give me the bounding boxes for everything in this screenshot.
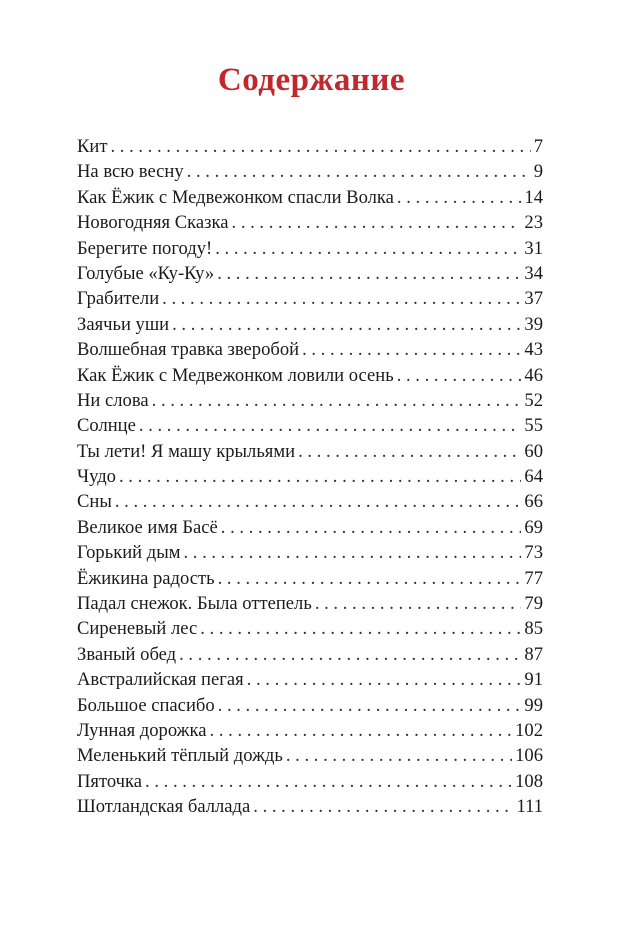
toc-entry-title: Меленький тёплый дождь [77, 745, 283, 767]
toc-entry-page: 106 [515, 745, 543, 767]
toc-entry-page: 73 [524, 542, 543, 564]
dot-leader [119, 464, 521, 489]
toc-entry-page: 66 [524, 491, 543, 513]
toc-entry-title: На всю весну [77, 161, 184, 183]
toc-entry-title: Кит [77, 136, 108, 157]
toc-entry-title: Званый обед [77, 643, 177, 665]
toc-entry [77, 337, 543, 362]
toc-entry-title: Сны [77, 491, 112, 513]
toc-entry [77, 159, 543, 184]
toc-entry [77, 489, 543, 514]
dot-leader [218, 566, 522, 591]
toc-entry [77, 312, 543, 337]
toc-entry [77, 388, 543, 413]
toc-entry [77, 591, 543, 616]
toc-entry-page: 23 [524, 212, 543, 234]
toc-entry-page: 60 [524, 440, 543, 462]
dot-leader [217, 261, 521, 286]
toc-entry [77, 540, 543, 565]
toc-entry [77, 693, 543, 718]
toc-entry-page: 87 [524, 643, 543, 665]
dot-leader [315, 591, 522, 616]
toc-entry [77, 769, 543, 794]
dot-leader [139, 413, 522, 438]
dot-leader [179, 642, 521, 667]
dot-leader [115, 489, 522, 514]
toc-entry-page: 9 [533, 161, 543, 183]
toc-entry [77, 134, 543, 159]
toc-entry-title: Пяточка [77, 770, 143, 792]
toc-entry-page: 34 [524, 262, 543, 284]
toc-entry-page: 85 [524, 618, 543, 640]
toc-entry-page: 37 [524, 288, 543, 310]
toc-entry [77, 642, 543, 667]
dot-leader [110, 134, 530, 159]
toc-entry-page: 55 [524, 415, 543, 437]
toc-entry-title: Берегите погоду! [77, 237, 213, 259]
toc-entry-title: Великое имя Басё [77, 516, 218, 538]
toc-entry-title: Как Ёжик с Медвежонком ловили осень [77, 364, 394, 386]
toc-entry [77, 413, 543, 438]
toc-entry-page: 31 [524, 237, 543, 259]
toc-entry [77, 439, 543, 464]
dot-leader [184, 540, 522, 565]
toc-entry-page: 77 [524, 567, 543, 589]
toc-entry [77, 261, 543, 286]
toc-entry-page: 14 [524, 186, 543, 208]
dot-leader [232, 210, 522, 235]
toc-entry-title: Чудо [77, 466, 116, 488]
dot-leader [218, 693, 522, 718]
toc-entry-title: Австралийская пегая [77, 669, 244, 691]
toc-entry-title: Горький дым [77, 542, 181, 564]
toc-entry [77, 794, 543, 819]
dot-leader [210, 718, 513, 743]
toc-entry-title: Большое спасибо [77, 694, 215, 716]
toc-entry [77, 667, 543, 692]
toc-entry-page: 79 [524, 593, 543, 615]
dot-leader [247, 667, 522, 692]
toc-entry-title: Солнце [77, 415, 136, 437]
toc-entry-page: 64 [524, 466, 543, 488]
toc-entry-title: Лунная дорожка [77, 719, 207, 741]
toc-entry [77, 363, 543, 388]
dot-leader [397, 363, 522, 388]
toc-entry-page: 43 [524, 339, 543, 361]
toc-entry-page: 102 [515, 719, 543, 741]
toc-entry-title: Падал снежок. Была оттепель [77, 593, 312, 615]
toc-entry-title: Заячьи уши [77, 313, 170, 335]
toc-entry [77, 464, 543, 489]
table-of-contents [77, 134, 543, 820]
dot-leader [152, 388, 522, 413]
toc-entry-page: 52 [524, 389, 543, 411]
dot-leader [397, 185, 521, 210]
toc-entry-title: Сиреневый лес [77, 618, 198, 640]
dot-leader [187, 159, 531, 184]
dot-leader [286, 743, 512, 768]
toc-entry [77, 286, 543, 311]
toc-entry [77, 515, 543, 540]
toc-entry-page: 39 [524, 313, 543, 335]
dot-leader [200, 616, 521, 641]
toc-entry-title: Грабители [77, 288, 160, 310]
page-title: Содержание [217, 62, 406, 98]
toc-entry-page: 7 [533, 136, 543, 157]
toc-entry-title: Как Ёжик с Медвежонком спасли Волка [77, 186, 394, 208]
toc-entry-page: 108 [515, 770, 543, 792]
dot-leader [221, 515, 522, 540]
toc-entry [77, 210, 543, 235]
dot-leader [253, 794, 513, 819]
toc-entry-title: Новогодняя Сказка [77, 212, 229, 234]
toc-entry [77, 185, 543, 210]
dot-leader [162, 286, 521, 311]
toc-entry-page: 99 [524, 694, 543, 716]
dot-leader [215, 236, 521, 261]
toc-entry [77, 616, 543, 641]
dot-leader [145, 769, 512, 794]
toc-entry-title: Голубые «Ку-Ку» [77, 262, 215, 284]
toc-entry-page: 69 [524, 516, 543, 538]
toc-entry [77, 566, 543, 591]
toc-entry-page: 91 [524, 669, 543, 691]
toc-entry-title: Волшебная травка зверобой [77, 339, 300, 361]
toc-entry-title: Шотландская баллада [77, 796, 251, 818]
toc-entry [77, 718, 543, 743]
toc-entry-title: Ни слова [77, 389, 149, 411]
toc-entry [77, 236, 543, 261]
toc-entry-title: Ёжикина радость [77, 567, 215, 589]
dot-leader [298, 439, 521, 464]
toc-entry-page: 111 [516, 796, 543, 818]
toc-entry-page: 46 [524, 364, 543, 386]
dot-leader [302, 337, 521, 362]
toc-entry-title: Ты лети! Я машу крыльями [77, 440, 296, 462]
toc-entry [77, 743, 543, 768]
dot-leader [172, 312, 521, 337]
